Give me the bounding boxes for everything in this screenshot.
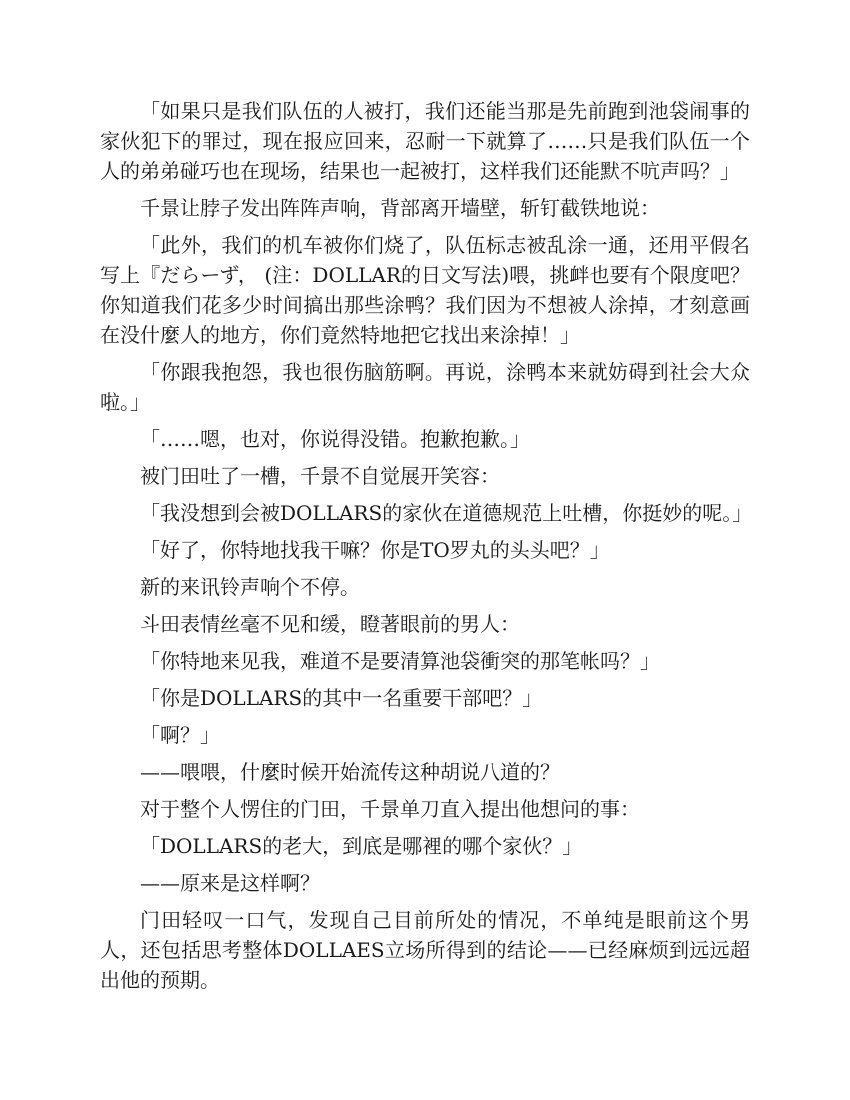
paragraph: 「好了，你特地找我干嘛？你是TO罗丸的头头吧？」 xyxy=(140,538,610,562)
paragraph: 对于整个人愣住的门田，千景单刀直入提出他想问的事： xyxy=(140,797,640,821)
paragraph: 「你是DOLLARS的其中一名重要干部吧？」 xyxy=(140,686,543,710)
paragraph: 「如果只是我们队伍的人被打，我们还能当那是先前跑到池袋闹事的家伙犯下的罪过，现在报应回来，忍耐一下就算了……只是我们队伍一个人的弟弟碰巧也在现场，结果也一起被打，这样我们还能默不吭声吗？」 xyxy=(100,99,750,183)
paragraph: 「你特地来见我，难道不是要清算池袋衝突的那笔帐吗？」 xyxy=(140,649,660,673)
paragraph: 门田轻叹一口气，发现自己目前所处的情况，不单纯是眼前这个男人，还包括思考整体DOLLAES立场所得到的结论——已经麻烦到远远超出他的预期。 xyxy=(100,908,750,992)
paragraph: 「我没想到会被DOLLARS的家伙在道德规范上吐槽，你挺妙的呢。」 xyxy=(140,501,753,525)
paragraph: 「……嗯，也对，你说得没错。抱歉抱歉。」 xyxy=(140,427,530,451)
paragraph: 「你跟我抱怨，我也很伤脑筋啊。再说，涂鸭本来就妨碍到社会大众啦。」 xyxy=(100,360,750,414)
document-page xyxy=(100,96,753,1002)
paragraph: 被门田吐了一槽，千景不自觉展开笑容： xyxy=(140,464,500,488)
paragraph: 「DOLLARS的老大，到底是哪裡的哪个家伙？」 xyxy=(140,834,583,858)
paragraph: 新的来讯铃声响个不停。 xyxy=(140,575,360,599)
paragraph: 「此外，我们的机车被你们烧了，队伍标志被乱涂一通，还用平假名写上『だらーず， (注：DOLLAR的日文写法)喂，挑衅也要有个限度吧？你知道我们花多少时间搞出那些涂鸭？我们因为不想被人涂掉，才刻意画在没什麼人的地方，你们竟然特地把它找出来涂掉！」 xyxy=(100,233,750,347)
paragraph: 斗田表情丝毫不见和缓，瞪著眼前的男人： xyxy=(140,612,520,636)
paragraph: ——原来是这样啊？ xyxy=(140,871,320,895)
paragraph: ——喂喂，什麼时候开始流传这种胡说八道的？ xyxy=(140,760,560,784)
paragraph: 千景让脖子发出阵阵声响，背部离开墙壁，斩钉截铁地说： xyxy=(140,196,660,220)
paragraph: 「啊？」 xyxy=(140,723,220,747)
